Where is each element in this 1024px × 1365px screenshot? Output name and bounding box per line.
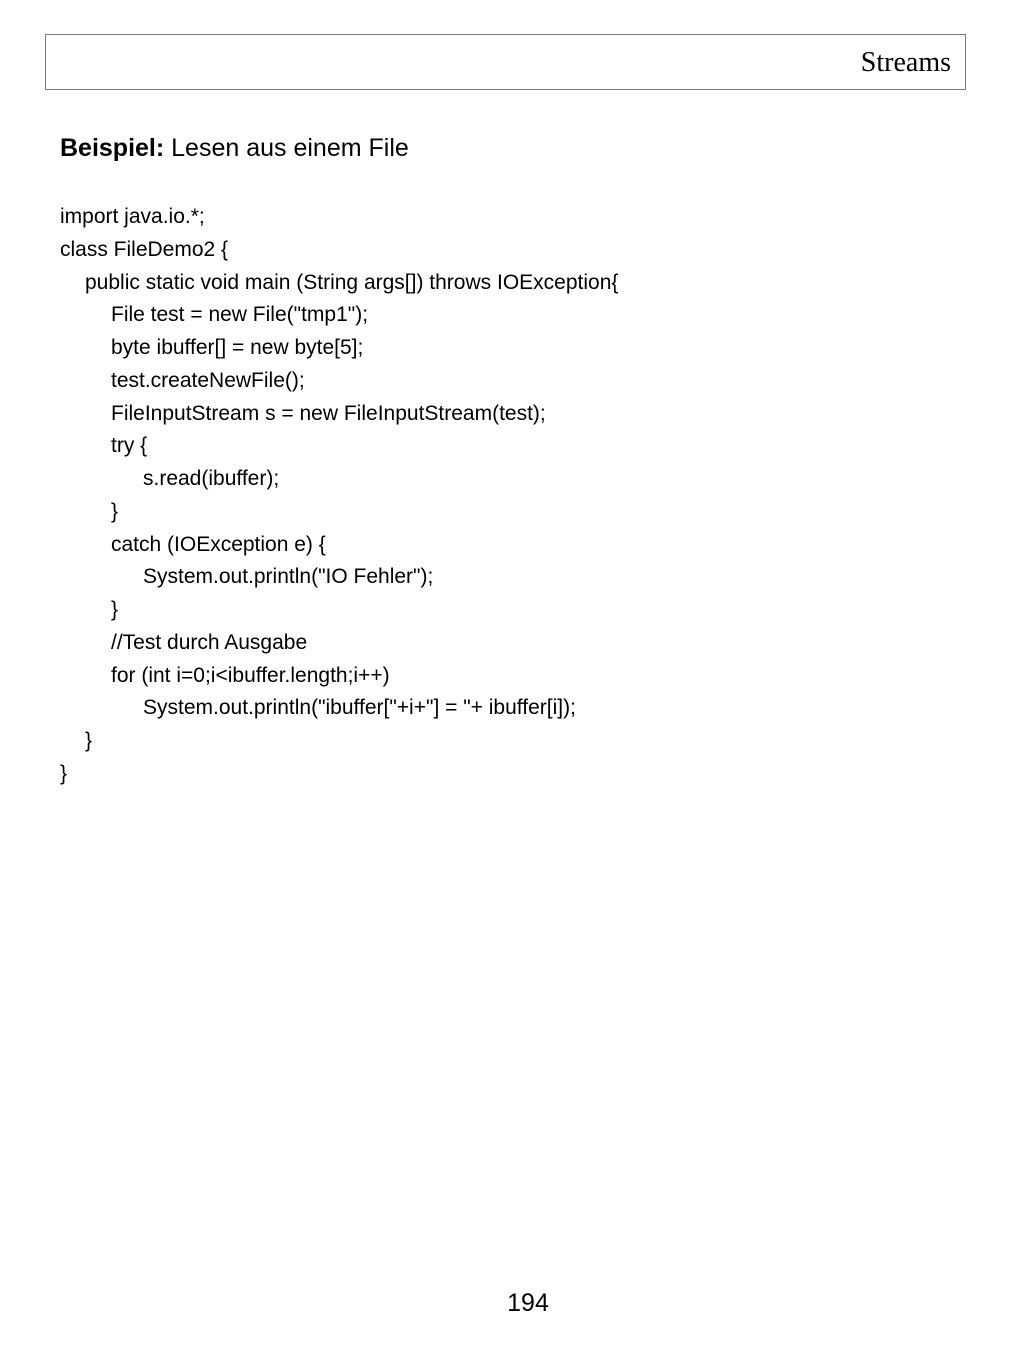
code-line: s.read(ibuffer); [143, 467, 280, 490]
code-line: import java.io.*; [60, 205, 205, 228]
code-line: public static void main (String args[]) throws IOException{ [85, 270, 619, 294]
code-line: File test = new File("tmp1"); [111, 303, 369, 327]
code-line: byte ibuffer[] = new byte[5]; [111, 336, 364, 359]
code-line: } [111, 499, 119, 523]
code-line: test.createNewFile(); [111, 368, 305, 392]
code-line: } [85, 729, 93, 752]
code-line: System.out.println("ibuffer["+i+"] = "+ ibuffer[i]); [143, 696, 576, 720]
code-line: for (int i=0;i<ibuffer.length;i++) [111, 663, 390, 687]
code-line: //Test durch Ausgabe [111, 630, 308, 654]
code-line: try { [111, 434, 148, 458]
code-line: class FileDemo2 { [60, 237, 229, 261]
code-line: catch (IOException e) { [111, 532, 326, 556]
code-line: } [60, 761, 68, 785]
slide-title-label: Beispiel: [60, 134, 165, 162]
slide-title-text: Lesen aus einem File [164, 134, 409, 162]
header-bar [45, 34, 966, 90]
section-title: Streams [860, 47, 951, 78]
code-line: FileInputStream s = new FileInputStream(test); [111, 401, 546, 425]
slide-title [60, 132, 409, 164]
code-line: } [111, 598, 119, 621]
page-number: 194 [507, 1289, 549, 1317]
code-listing [60, 201, 960, 791]
code-line: System.out.println("IO Fehler"); [143, 565, 434, 589]
